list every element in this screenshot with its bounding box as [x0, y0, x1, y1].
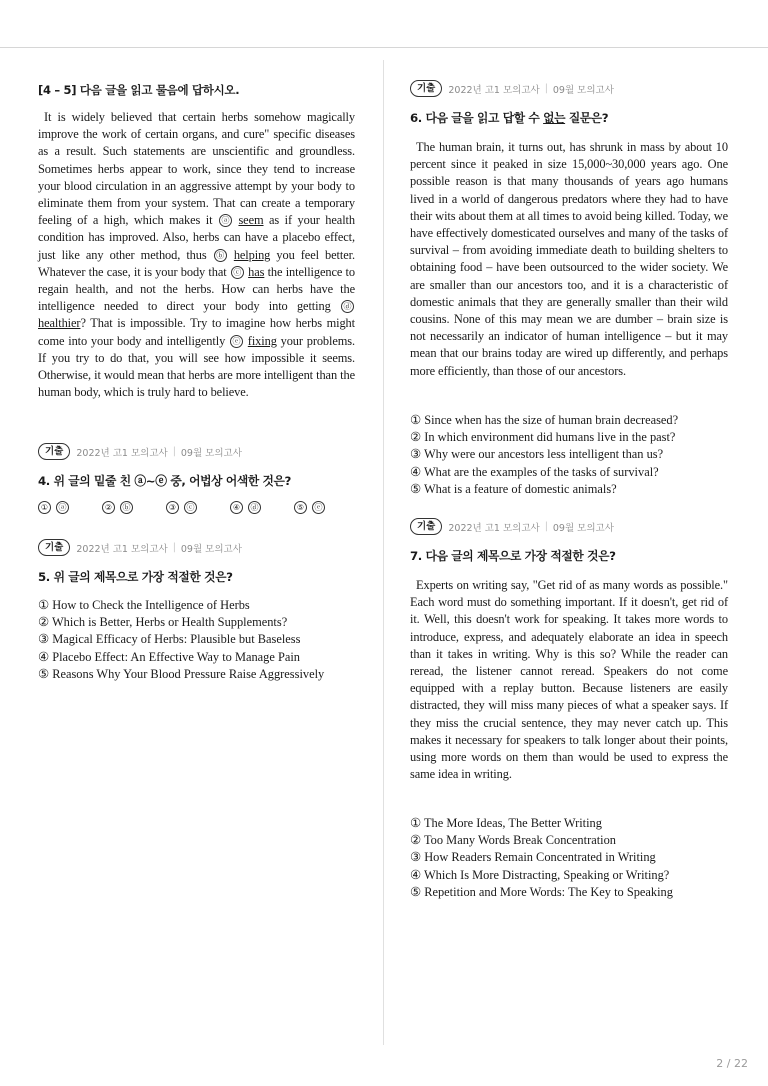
underlined-word-e: fixing: [247, 333, 277, 348]
underlined-word-c: has: [248, 264, 265, 279]
underlined-word-d: healthier: [38, 316, 81, 331]
choice-text: How to Check the Intelligence of Herbs: [52, 598, 250, 612]
exam-year: 2022년 고1 모의고사: [76, 447, 168, 459]
section-title: [4 – 5] 다음 글을 읽고 물음에 답하시오.: [38, 83, 240, 97]
choice-5[interactable]: [410, 481, 678, 498]
choice-5[interactable]: [410, 884, 673, 901]
choice-3[interactable]: [38, 631, 324, 648]
choice-number: ⑤: [410, 481, 422, 496]
question-7-title: 7. 다음 글의 제목으로 가장 적절한 것은?: [410, 549, 616, 563]
option-1[interactable]: [38, 501, 102, 514]
question-4-title: 4. 위 글의 밑줄 친 ⓐ~ⓔ 중, 어법상 어색한 것은?: [38, 474, 291, 488]
question-5-title: 5. 위 글의 제목으로 가장 적절한 것은?: [38, 570, 233, 584]
meta-separator: |: [544, 521, 548, 532]
title-text: 질문은?: [565, 111, 609, 125]
passage-text: as if your health condition has improved. Also, herbs can have a placebo effect, just like any other method, thus: [38, 213, 355, 262]
choice-text: The More Ideas, The Better Writing: [423, 816, 602, 830]
choice-text: What is a feature of domestic animals?: [423, 481, 617, 496]
marker-b: ⓑ: [214, 249, 227, 262]
choice-text: Which Is More Distracting, Speaking or Writing?: [423, 867, 670, 882]
choice-4[interactable]: [38, 649, 324, 666]
choice-1[interactable]: [410, 815, 673, 832]
title-emphasis: 없는: [543, 111, 566, 125]
header-rule: [0, 47, 768, 48]
choice-2[interactable]: [38, 614, 324, 631]
marker-a: ⓐ: [219, 214, 232, 227]
meta-separator: |: [172, 542, 176, 553]
choice-3[interactable]: [410, 446, 678, 463]
marker-e: ⓔ: [230, 335, 243, 348]
question-7-choices: [410, 815, 673, 901]
meta-separator: |: [172, 446, 176, 457]
passage-text: your problems. If you try to do that, you will see how impossible it seems. Otherwise, it would mean that herbs are more intelligent than the human body, which is truly hard to believe.: [38, 333, 356, 400]
question-meta: [38, 443, 242, 460]
passage-text: The human brain, it turns out, has shrunk in mass by about 10 percent since it peaked in size 15,000~30,000 years ago. One possible reason is that many thousands of years ago humans lived in a world of dangerous predators where they had to have their wits about them at all times to avoid being killed. Today, we have effectively domesticated ourselves and many of the tasks of survival – from avoiding immediate death to building shelters to obtaining food – have been outsourced to the wider society. We are smaller than our ancestors too, and it is a characteristic of domestic animals that they are generally smaller than their wild cousins. None of this may mean we are dumber – brain size is not necessarily an indicator of human intelligence – but it may mean that our brains today are wired up differently, and perhaps more efficiently, than those of our ancestors.: [410, 140, 728, 378]
choice-4[interactable]: [410, 464, 678, 481]
question-meta: [410, 518, 614, 535]
title-text: 6. 다음 글을 읽고 답할 수: [410, 111, 544, 125]
question-5-choices: [38, 597, 324, 683]
choice-4[interactable]: [410, 867, 673, 884]
choice-2[interactable]: [410, 832, 673, 849]
passage-text: you feel better. Whatever the case, it is your body that: [38, 247, 355, 279]
exam-year: 2022년 고1 모의고사: [76, 543, 168, 555]
choice-text: Reasons Why Your Blood Pressure Raise Aggressively: [52, 666, 325, 681]
choice-1[interactable]: [410, 412, 678, 429]
past-exam-badge: 기출: [38, 539, 70, 556]
option-4[interactable]: [230, 501, 294, 514]
underlined-word-b: helping: [233, 247, 271, 262]
choice-text: In which environment did humans live in the past?: [424, 430, 676, 445]
choice-number: ②: [410, 430, 422, 445]
underlined-word-a: seem: [238, 213, 264, 228]
past-exam-badge: 기출: [38, 443, 70, 460]
choice-number: ③: [410, 447, 422, 462]
passage-herbs: [38, 109, 355, 401]
exam-month: 09월 모의고사: [552, 84, 614, 96]
passage-writing: [410, 577, 728, 783]
option-number: ③: [166, 501, 179, 514]
choice-number: ②: [410, 833, 422, 848]
choice-number: ④: [410, 464, 422, 479]
exam-year: 2022년 고1 모의고사: [448, 84, 540, 96]
choice-text: Placebo Effect: An Effective Way to Manage Pain: [52, 649, 300, 664]
choice-text: Too Many Words Break Concentration: [423, 833, 616, 848]
option-number: ②: [102, 501, 115, 514]
marker-c: ⓒ: [231, 266, 244, 279]
past-exam-badge: 기출: [410, 518, 442, 535]
question-4-options: [38, 501, 358, 514]
passage-text: Experts on writing say, "Get rid of as many words as possible." Each word must do something important. If it doesn't, get rid of it. Well, this doesn't work for speaking. It takes more words to introduce, express, and adequately elaborate an idea in speech than it takes in writing. Why is this so? While the reader can reread, the listener cannot reread. Speakers do not come equipped with a replay button. Because listeners are easily distracted, they will miss many pieces of what a speaker says. If they miss the crucial sentence, they may never catch up. This makes it necessary for speakers to talk longer about their points, using more words on them than would be used to express the same idea in writing.: [410, 578, 728, 782]
choice-number: ④: [410, 867, 422, 882]
past-exam-badge: 기출: [410, 80, 442, 97]
option-2[interactable]: [102, 501, 166, 514]
exam-month: 09월 모의고사: [180, 543, 242, 555]
choice-text: How Readers Remain Concentrated in Writing: [424, 850, 656, 865]
option-3[interactable]: [166, 501, 230, 514]
option-number: ①: [38, 501, 51, 514]
question-meta: [410, 80, 614, 97]
question-6-title: [410, 109, 608, 126]
choice-text: What are the examples of the tasks of survival?: [423, 464, 659, 479]
choice-number: ③: [410, 850, 422, 865]
exam-month: 09월 모의고사: [552, 522, 614, 534]
choice-text: Why were our ancestors less intelligent than us?: [423, 447, 664, 462]
choice-number: ④: [38, 649, 50, 664]
choice-number: ⑤: [38, 666, 50, 681]
choice-3[interactable]: [410, 849, 673, 866]
option-mark: ⓒ: [184, 501, 197, 514]
choice-text: Repetition and More Words: The Key to Speaking: [424, 884, 673, 899]
option-mark: ⓑ: [120, 501, 133, 514]
choice-text: Which is Better, Herbs or Health Supplements?: [51, 615, 288, 630]
choice-number: ①: [410, 413, 422, 427]
option-number: ⑤: [294, 501, 307, 514]
exam-month: 09월 모의고사: [180, 447, 242, 459]
exam-year: 2022년 고1 모의고사: [448, 522, 540, 534]
option-number: ④: [230, 501, 243, 514]
meta-separator: |: [544, 83, 548, 94]
choice-number: ②: [38, 615, 50, 630]
choice-text: Since when has the size of human brain decreased?: [424, 413, 679, 427]
option-mark: ⓐ: [56, 501, 69, 514]
marker-d: ⓓ: [341, 300, 354, 313]
page-number: 2 / 22: [716, 1057, 748, 1070]
passage-text: It is widely believed that certain herbs somehow magically improve the work of certain organs, and cure" specific diseases as a result. Such statements are unscientific and groundless. Sometimes herbs appear to work, since they tend to increase your blood circulation in an aggressive attempt by your body to eliminate them from your system. That can create a temporary feeling of a high, which makes it: [38, 110, 355, 228]
option-5[interactable]: [294, 501, 358, 514]
choice-number: ①: [410, 816, 422, 830]
passage-text: ? That is impossible. Try to imagine how herbs might come into your body and intelligently: [38, 316, 355, 348]
question-meta: [38, 539, 242, 556]
choice-5[interactable]: [38, 666, 324, 683]
column-divider: [383, 60, 384, 1045]
option-mark: ⓓ: [248, 501, 261, 514]
choice-number: ①: [38, 598, 50, 612]
choice-2[interactable]: [410, 429, 678, 446]
choice-1[interactable]: [38, 597, 324, 614]
choice-number: ③: [38, 632, 50, 647]
passage-brain: [410, 139, 728, 380]
option-mark: ⓔ: [312, 501, 325, 514]
question-6-choices: [410, 412, 678, 498]
choice-number: ⑤: [410, 884, 422, 899]
passage-text: the intelligence to regain health, and not the herbs. How can herbs have the intelligence needed to direct your body into getting: [38, 264, 355, 314]
choice-text: Magical Efficacy of Herbs: Plausible but Baseless: [52, 632, 301, 647]
